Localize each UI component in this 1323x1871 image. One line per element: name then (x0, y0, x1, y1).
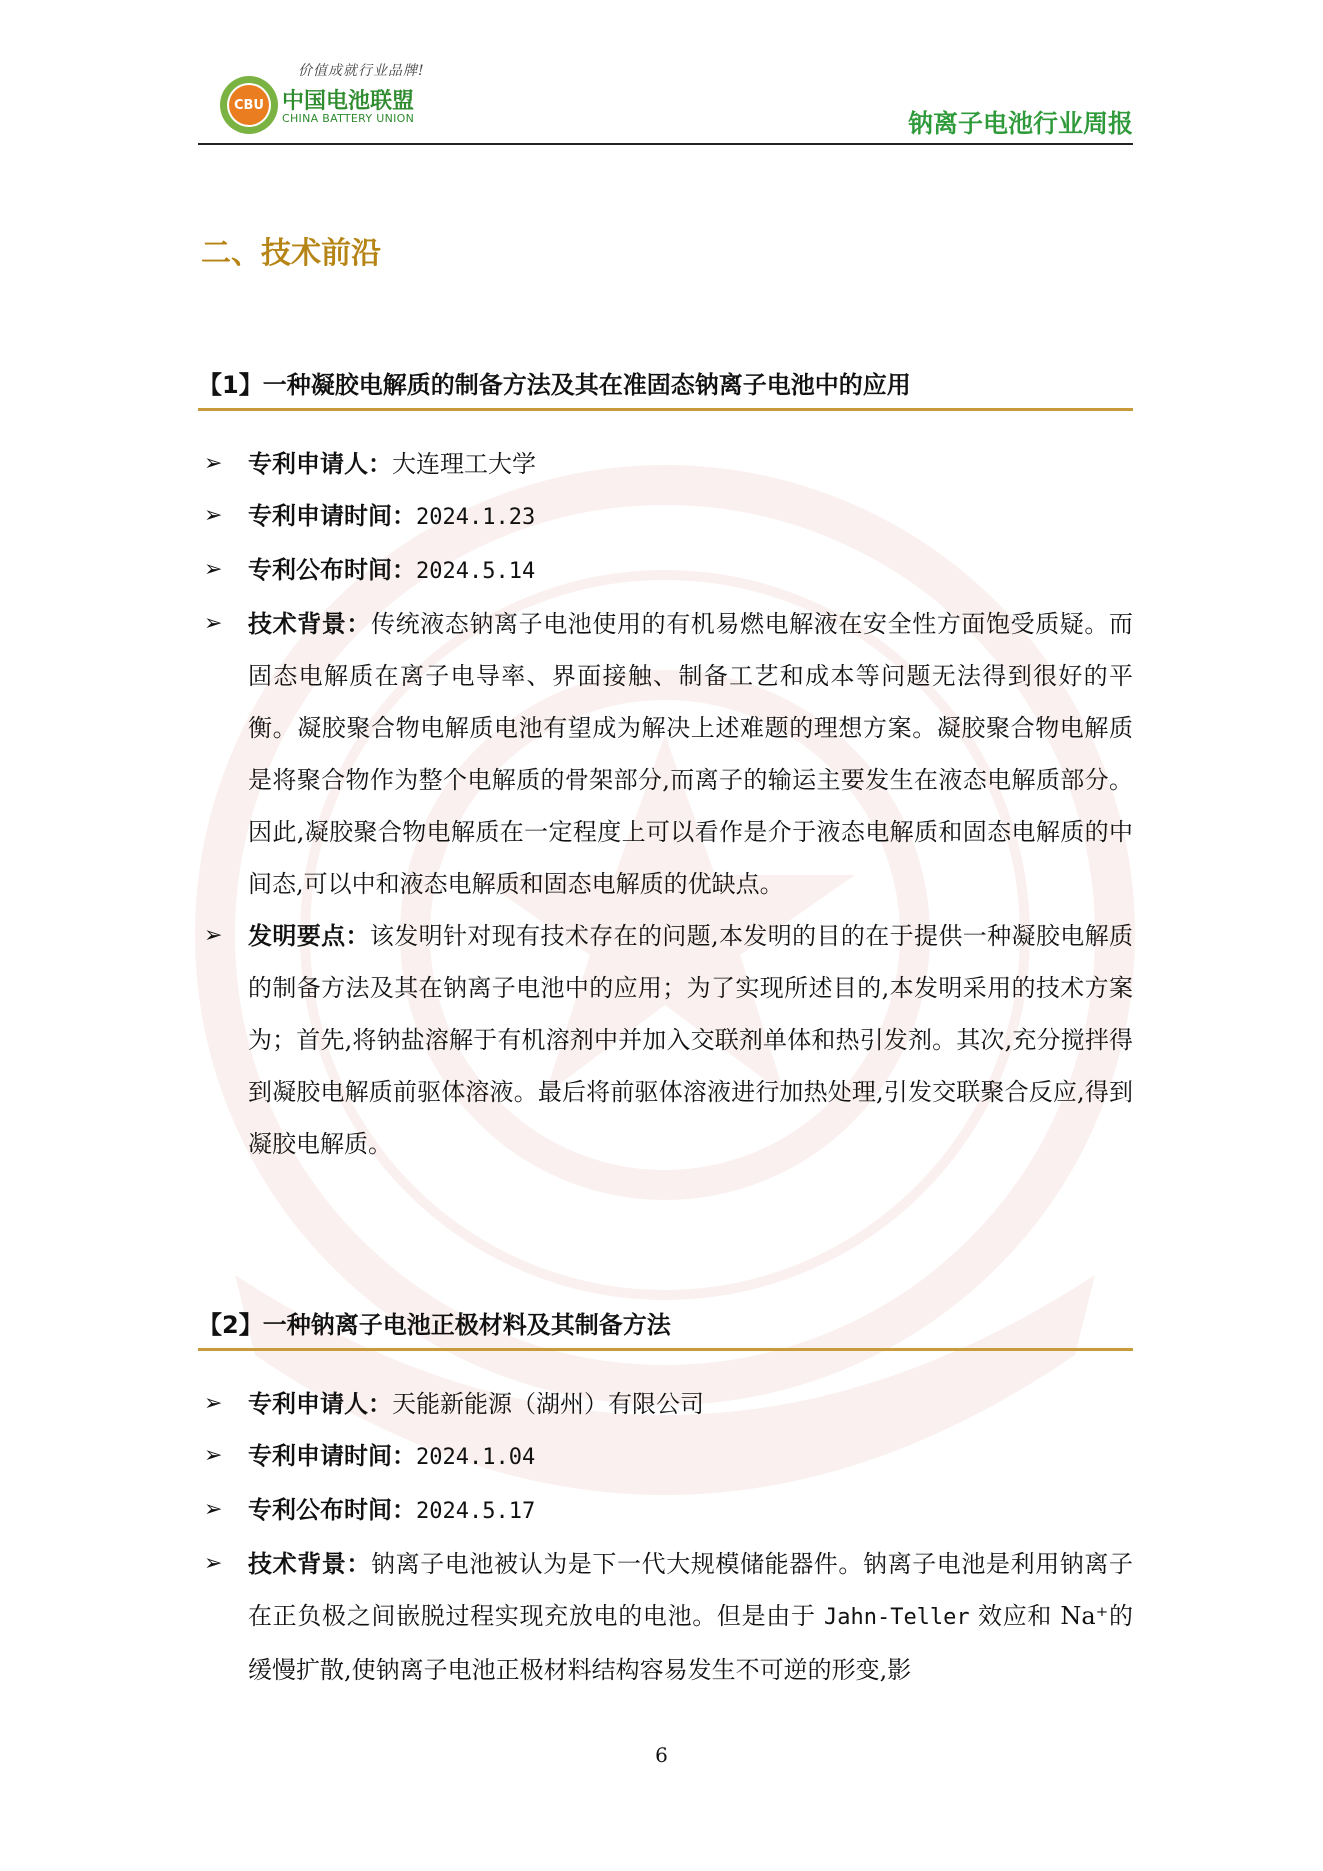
field-label: 发明要点： (248, 922, 370, 950)
list-item (198, 1484, 1133, 1538)
field-value: 2024.1.04 (416, 1445, 536, 1470)
patent-details-2 (198, 1378, 1133, 1696)
field-label: 专利申请时间： (248, 1442, 416, 1470)
field-value-term: Jahn-Teller (823, 1605, 970, 1630)
field-value: 2024.5.17 (416, 1499, 536, 1524)
arrow-bullet-icon: ➢ (204, 923, 223, 948)
list-item (198, 544, 1133, 598)
report-title: 钠离子电池行业周报 (907, 109, 1133, 138)
logo-badge: CBU (229, 85, 269, 125)
arrow-bullet-icon: ➢ (204, 1497, 223, 1522)
arrow-bullet-icon: ➢ (204, 611, 223, 636)
page-header (198, 56, 1133, 146)
list-item (198, 910, 1133, 1170)
field-label: 专利申请时间： (248, 502, 416, 530)
field-value: 效应和 Na⁺的缓慢扩散,使钠离子电池正极材料结构容易发生不可逆的形变,影 (248, 1602, 1133, 1684)
field-label: 专利公布时间： (248, 556, 416, 584)
patent-title-1: 【1】一种凝胶电解质的制备方法及其在准固态钠离子电池中的应用 (198, 365, 1133, 411)
field-value: 2024.1.23 (416, 505, 536, 530)
list-item (198, 598, 1133, 910)
patent-title-2: 【2】一种钠离子电池正极材料及其制备方法 (198, 1305, 1133, 1351)
header-divider (198, 143, 1133, 145)
field-label: 技术背景： (248, 1550, 371, 1578)
list-item (198, 490, 1133, 544)
field-label: 技术背景： (248, 610, 371, 638)
field-value: 该发明针对现有技术存在的问题,本发明的目的在于提供一种凝胶电解质的制备方法及其在钠离子电池中的应用；为了实现所述目的,本发明采用的技术方案为；首先,将钠盐溶解于有机溶剂中并加入交联剂单体和热引发剂。其次,充分搅拌得到凝胶电解质前驱体溶液。最后将前驱体溶液进行加热处理,引发交联聚合反应,得到凝胶电解质。 (248, 922, 1133, 1158)
list-item (198, 1538, 1133, 1696)
logo-name-cn: 中国电池联盟 (282, 89, 415, 114)
list-item (198, 1430, 1133, 1484)
section-title: 二、技术前沿 (201, 236, 381, 271)
logo-name-en: CHINA BATTERY UNION (282, 112, 415, 125)
field-label: 专利申请人： (248, 1390, 392, 1418)
arrow-bullet-icon: ➢ (204, 1391, 223, 1416)
field-value: 大连理工大学 (392, 450, 536, 478)
arrow-bullet-icon: ➢ (204, 1551, 223, 1576)
logo-slogan: 价值成就行业品牌! (298, 63, 425, 79)
arrow-bullet-icon: ➢ (204, 451, 223, 476)
field-value: 2024.5.14 (416, 559, 536, 584)
arrow-bullet-icon: ➢ (204, 503, 223, 528)
arrow-bullet-icon: ➢ (204, 557, 223, 582)
field-label: 专利申请人： (248, 450, 392, 478)
arrow-bullet-icon: ➢ (204, 1443, 223, 1468)
list-item (198, 1378, 1133, 1430)
patent-details-1 (198, 438, 1133, 1170)
page-number: 6 (655, 1743, 668, 1767)
field-value: 传统液态钠离子电池使用的有机易燃电解液在安全性方面饱受质疑。而固态电解质在离子电导率、界面接触、制备工艺和成本等问题无法得到很好的平衡。凝胶聚合物电解质电池有望成为解决上述难题的理想方案。凝胶聚合物电解质是将聚合物作为整个电解质的骨架部分,而离子的输运主要发生在液态电解质部分。因此,凝胶聚合物电解质在一定程度上可以看作是介于液态电解质和固态电解质的中间态,可以中和液态电解质和固态电解质的优缺点。 (248, 610, 1133, 898)
list-item (198, 438, 1133, 490)
cbu-logo-icon (220, 76, 278, 134)
field-value: 天能新能源（湖州）有限公司 (392, 1390, 704, 1418)
field-value: 钠离子电池被认为是下一代大规模储能器件。钠离子电池是利用钠离子在正负极之间嵌脱过程实现充放电的电池。但是由于 (248, 1550, 1133, 1630)
field-label: 专利公布时间： (248, 1496, 416, 1524)
